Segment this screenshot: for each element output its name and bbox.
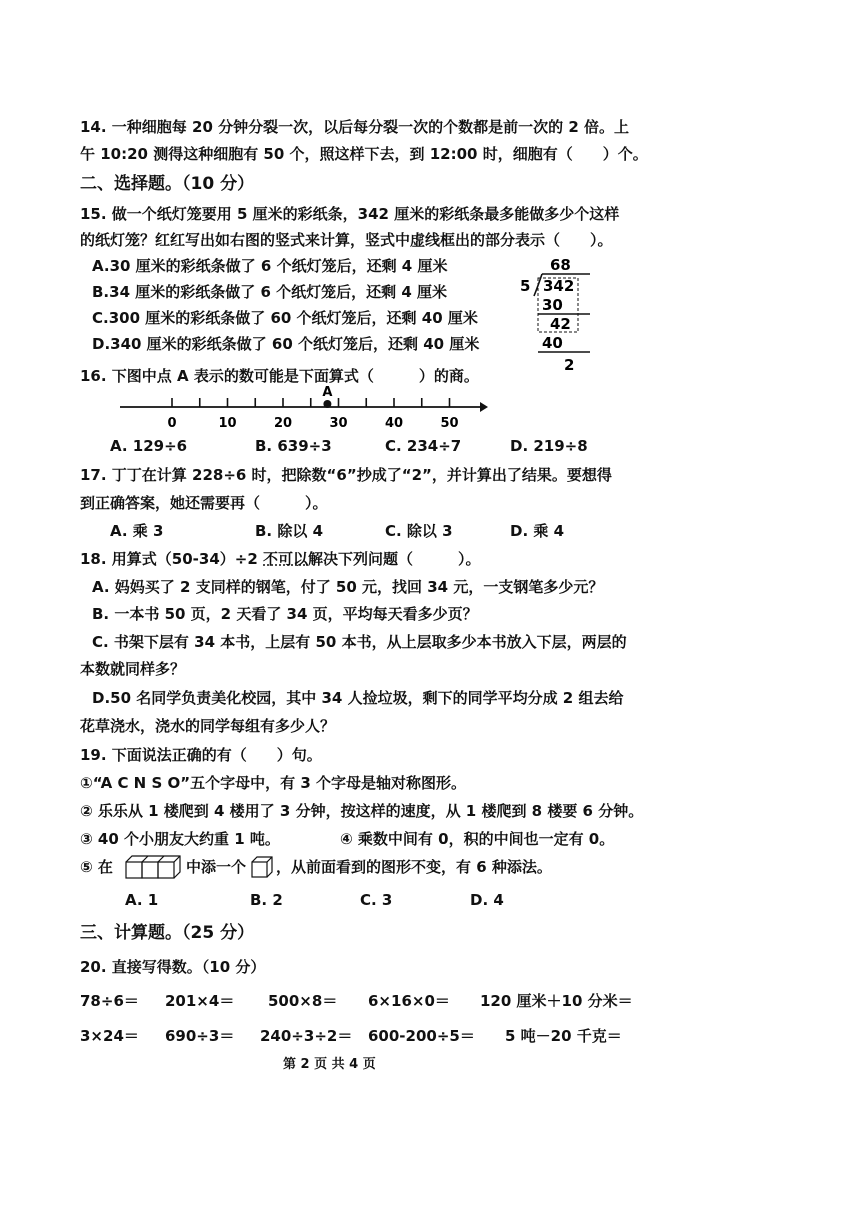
q16-option-d[interactable]: D. 219÷8 [510,437,588,455]
q20-r1-5: 120 厘米＋10 分米＝ [480,992,633,1010]
q20-r2-2: 690÷3＝ [165,1027,235,1045]
number-line-arrow [480,402,488,412]
q20-r2-1: 3×24＝ [80,1027,139,1045]
q19-s5-post: ，从前面看到的图形不变，有 6 种添法。 [276,858,552,876]
q14-line2: 午 10:20 测得这种细胞有 50 个，照这样下去，到 12:00 时，细胞有（ ）个。 [80,145,648,163]
q17-option-d[interactable]: D. 乘 4 [510,522,565,540]
q15-option-c[interactable]: C.300 厘米的彩纸条做了 60 个纸灯笼后，还剩 40 厘米 [92,309,478,327]
q20-r1-1: 78÷6＝ [80,992,139,1010]
q19-statement-1: ①“A C N S O”五个字母中，有 3 个字母是轴对称图形。 [80,774,466,792]
q15-option-d[interactable]: D.340 厘米的彩纸条做了 60 个纸灯笼后，还剩 40 厘米 [92,335,480,353]
q15-line1: 15. 做一个纸灯笼要用 5 厘米的彩纸条，342 厘米的彩纸条最多能做多少个这样 [80,205,620,223]
q16-option-c[interactable]: C. 234÷7 [385,437,462,455]
q14-line1: 14. 一种细胞每 20 分钟分裂一次，以后每分裂一次的个数都是前一次的 2 倍。上 [80,118,629,136]
q17-option-a[interactable]: A. 乘 3 [110,522,164,540]
q18-stem-emphasis: 不可以 [263,550,309,568]
q19-s5-mid: 中添一个 [186,858,247,876]
number-line-tick-label: 10 [218,416,237,430]
q19-option-c[interactable]: C. 3 [360,891,393,909]
q19-stem: 19. 下面说法正确的有（ ）句。 [80,746,322,764]
q15-option-b[interactable]: B.34 厘米的彩纸条做了 6 个纸灯笼后，还剩 4 厘米 [92,283,447,301]
number-line-point-a [323,400,331,408]
q18-stem [80,549,481,569]
number-line-tick-label: 30 [329,416,348,430]
number-line-tick-label: 20 [273,416,293,430]
q20-r2-3: 240÷3÷2＝ [260,1027,353,1045]
q19-option-b[interactable]: B. 2 [250,891,283,909]
q18-option-c-line1[interactable]: C. 书架下层有 34 本书，上层有 50 本书，从上层取多少本书放入下层，两层的 [92,633,627,651]
q19-statement-3: ③ 40 个小朋友大约重 1 吨。 [80,830,280,848]
q19-statement-2: ② 乐乐从 1 楼爬到 4 楼用了 3 分钟，按这样的速度，从 1 楼爬到 8 楼要 6 分钟。 [80,802,644,820]
q19-option-a[interactable]: A. 1 [125,891,159,909]
q16-stem: 16. 下图中点 A 表示的数可能是下面算式（ ）的商。 [80,367,479,385]
q19-statement-4: ④ 乘数中间有 0，积的中间也一定有 0。 [340,830,615,848]
division-dividend: 342 [543,277,575,295]
q20-r2-5: 5 吨－20 千克＝ [505,1027,622,1045]
q20-r1-4: 6×16×0＝ [368,992,450,1010]
q15-option-a[interactable]: A.30 厘米的彩纸条做了 6 个纸灯笼后，还剩 4 厘米 [92,257,448,275]
q18-option-b[interactable]: B. 一本书 50 页，2 天看了 34 页，平均每天看多少页？ [92,605,478,623]
division-step3: 40 [542,334,563,352]
number-line [115,385,495,430]
section2-title: 二、选择题。（10 分） [80,174,255,194]
three-cubes-icon [124,852,184,882]
q19-s5-pre: ⑤ 在 [80,858,113,876]
q17-option-b[interactable]: B. 除以 4 [255,522,324,540]
q18-option-c-line2: 本数就同样多？ [80,660,186,678]
q17-option-c[interactable]: C. 除以 3 [385,522,453,540]
division-remainder: 2 [564,356,575,374]
division-divisor: 5 [520,277,531,295]
q17-line1: 17. 丁丁在计算 228÷6 时，把除数“6”抄成了“2”，并计算出了结果。要想得 [80,466,612,484]
q17-line2: 到正确答案，她还需要再（ ）。 [80,494,328,512]
number-line-tick-label: 50 [440,416,459,430]
division-step1: 30 [542,296,563,314]
q18-stem-pre: 18. 用算式（50-34）÷2 [80,550,263,568]
q20-r2-4: 600-200÷5＝ [368,1027,475,1045]
q20-r1-2: 201×4＝ [165,992,235,1010]
number-line-point-label: A [322,385,333,400]
q15-line2: 的纸灯笼？红红写出如右图的竖式来计算，竖式中虚线框出的部分表示（ ）。 [80,231,613,249]
division-quotient: 68 [550,256,571,274]
page-footer: 第 2 页 共 4 页 [283,1057,376,1072]
division-step2: 42 [550,315,571,333]
q20-stem: 20. 直接写得数。（10 分） [80,958,266,976]
q18-option-d-line1[interactable]: D.50 名同学负责美化校园，其中 34 人捡垃圾，剩下的同学平均分成 2 组去给 [92,689,624,707]
q19-option-d[interactable]: D. 4 [470,891,504,909]
single-cube-icon [250,852,274,882]
section3-title: 三、计算题。（25 分） [80,923,255,943]
q20-r1-3: 500×8＝ [268,992,338,1010]
long-division-figure [510,250,600,375]
q16-option-b[interactable]: B. 639÷3 [255,437,332,455]
q18-option-d-line2: 花草浇水，浇水的同学每组有多少人？ [80,717,336,735]
number-line-tick-label: 40 [384,416,404,430]
q16-option-a[interactable]: A. 129÷6 [110,437,188,455]
q19-statement-5 [80,857,113,877]
number-line-tick-label: 0 [167,416,177,430]
q18-option-a[interactable]: A. 妈妈买了 2 支同样的钢笔，付了 50 元，找回 34 元，一支钢笔多少元？ [92,578,604,596]
q18-stem-post: 解决下列问题（ ）。 [308,550,481,568]
